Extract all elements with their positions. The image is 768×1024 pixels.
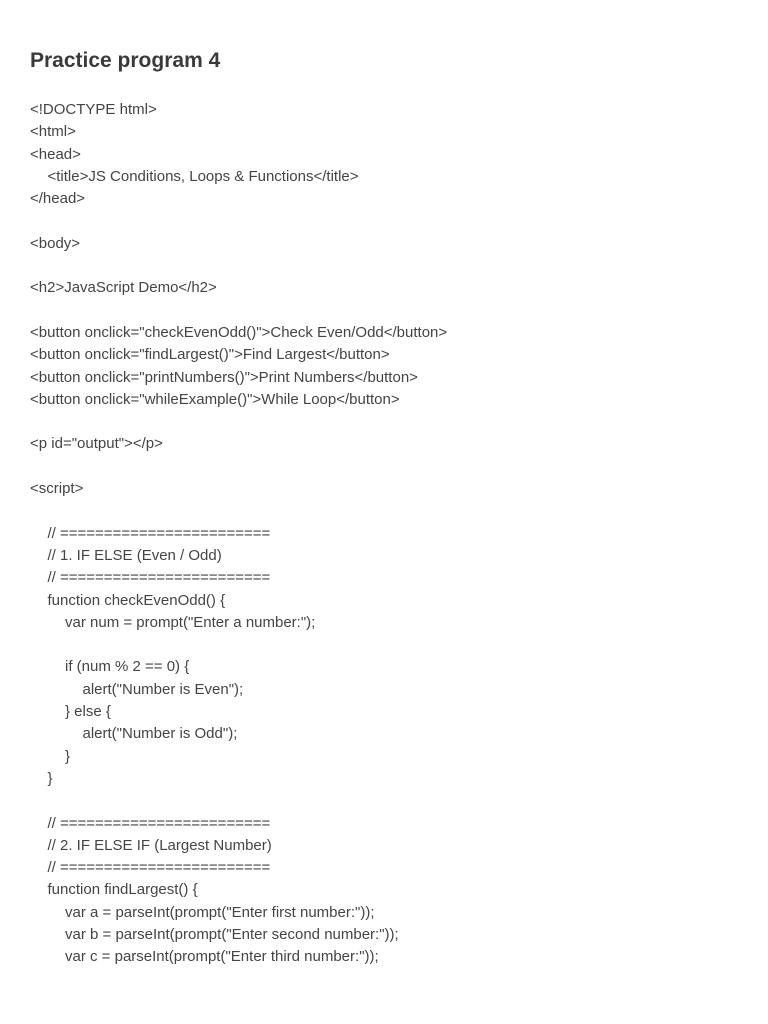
code-line: [30, 300, 447, 322]
code-line: // ========================: [47, 814, 271, 832]
code-line: <button onclick="findLargest()">Find Largest</button>: [30, 346, 390, 364]
code-line: <p id="output"></p>: [30, 435, 163, 453]
code-line: // ========================: [47, 859, 271, 877]
note-page[interactable]: [30, 0, 750, 1024]
code-line: function checkEvenOdd() {: [47, 591, 226, 609]
code-line: <button onclick="printNumbers()">Print Numbers</button>: [30, 368, 418, 386]
code-line: if (num % 2 == 0) {: [65, 658, 190, 676]
code-line: var a = parseInt(prompt("Enter first number:"));: [65, 903, 375, 921]
code-line: <button onclick="checkEvenOdd()">Check Even/Odd</button>: [30, 323, 448, 341]
code-line: [30, 500, 447, 522]
code-line: function findLargest() {: [47, 881, 198, 899]
code-line: [30, 411, 447, 433]
code-line: <!DOCTYPE html>: [30, 101, 157, 118]
code-line: [30, 634, 447, 656]
code-line: alert("Number is Even");: [82, 680, 244, 698]
code-line: <title>JS Conditions, Loops & Functions</title>: [47, 167, 359, 185]
code-line: var b = parseInt(prompt("Enter second number:"));: [65, 925, 399, 943]
code-line: alert("Number is Odd");: [82, 725, 238, 743]
code-line: var num = prompt("Enter a number:");: [65, 613, 316, 631]
code-listing: [30, 99, 447, 969]
code-line: </head>: [30, 190, 86, 208]
code-line: [30, 210, 447, 232]
code-line: <h2>JavaScript Demo</h2>: [30, 279, 217, 297]
code-line: var c = parseInt(prompt("Enter third number:"));: [65, 948, 379, 966]
note-title: Practice program 4: [30, 49, 221, 72]
code-line: } else {: [65, 703, 111, 721]
code-line: // 1. IF ELSE (Even / Odd): [47, 546, 222, 564]
code-line: <html>: [30, 123, 76, 141]
code-line: // ========================: [47, 569, 271, 587]
code-line: <body>: [30, 234, 81, 252]
code-line: }: [47, 769, 53, 787]
code-line: [30, 255, 447, 277]
code-line: [30, 456, 447, 478]
code-line: }: [65, 747, 71, 765]
code-line: [30, 790, 447, 812]
code-line: <head>: [30, 145, 81, 163]
code-line: // ========================: [47, 524, 271, 542]
code-line: <button onclick="whileExample()">While Loop</button>: [30, 390, 400, 408]
code-line: // 2. IF ELSE IF (Largest Number): [47, 836, 272, 854]
code-line: <script>: [30, 480, 84, 498]
